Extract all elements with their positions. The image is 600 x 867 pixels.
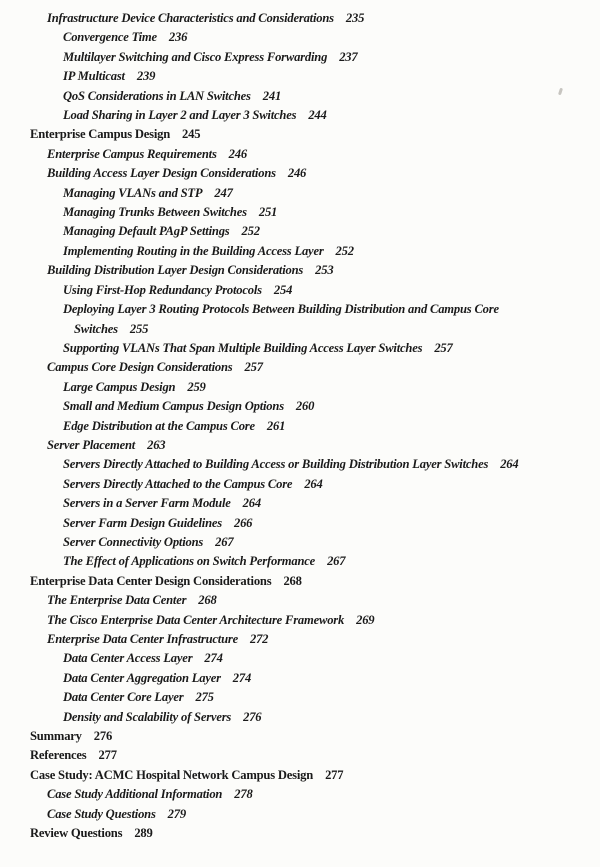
toc-entry-title: Convergence Time xyxy=(63,30,157,45)
toc-entry xyxy=(0,611,596,630)
toc-entry-title-continued: Switches xyxy=(74,321,118,336)
toc-entry-title: Supporting VLANs That Span Multiple Building Access Layer Switches xyxy=(63,340,423,355)
toc-entry xyxy=(0,106,596,125)
toc-entry-title: Managing VLANs and STP xyxy=(63,185,203,200)
table-of-contents xyxy=(0,9,596,843)
toc-entry-page-number: 247 xyxy=(214,185,233,200)
toc-entry-page-number: 268 xyxy=(283,573,302,588)
toc-entry xyxy=(0,824,596,843)
toc-entry-page-number: 263 xyxy=(147,437,166,452)
toc-entry xyxy=(0,67,596,86)
toc-entry-title: Enterprise Data Center Design Considerations xyxy=(30,573,272,588)
toc-entry-page-number: 259 xyxy=(187,379,206,394)
toc-entry-page-number: 246 xyxy=(228,146,247,161)
toc-entry xyxy=(0,805,596,824)
toc-entry-page-number: 246 xyxy=(287,166,307,181)
toc-entry-page-number: 264 xyxy=(242,496,261,511)
toc-entry-page-number: 253 xyxy=(315,263,334,278)
toc-entry xyxy=(0,417,596,436)
toc-entry xyxy=(0,397,596,416)
toc-entry-page-number: 261 xyxy=(266,418,286,433)
toc-entry xyxy=(0,785,596,804)
toc-entry-title: Case Study: ACMC Hospital Network Campus Design xyxy=(30,767,314,782)
toc-entry-page-number: 237 xyxy=(339,49,358,64)
toc-entry-page-number: 251 xyxy=(258,205,278,220)
toc-entry xyxy=(0,164,596,183)
toc-entry-title: IP Multicast xyxy=(63,69,125,84)
toc-entry-title: Summary xyxy=(30,729,82,744)
toc-entry-title: Small and Medium Campus Design Options xyxy=(63,399,284,414)
toc-entry-page-number: 267 xyxy=(327,554,346,569)
toc-entry-title: Enterprise Campus Requirements xyxy=(47,146,217,161)
toc-entry xyxy=(0,688,596,707)
toc-entry-title: Case Study Additional Information xyxy=(47,787,223,802)
toc-entry-page-number: 277 xyxy=(325,767,344,782)
toc-entry-title: QoS Considerations in LAN Switches xyxy=(63,88,251,103)
toc-entry-page-number: 252 xyxy=(241,224,260,239)
toc-entry-title: Enterprise Campus Design xyxy=(30,127,171,142)
toc-entry-page-number: 289 xyxy=(134,826,153,841)
toc-entry-page-number: 269 xyxy=(356,612,375,627)
toc-entry-title: Building Access Layer Design Considerations xyxy=(47,166,276,181)
toc-entry-page-number: 236 xyxy=(168,30,188,45)
toc-entry xyxy=(0,261,596,280)
toc-entry-title: Server Farm Design Guidelines xyxy=(63,515,222,530)
toc-entry xyxy=(0,630,596,649)
toc-entry-title: Building Distribution Layer Design Considerations xyxy=(47,263,304,278)
toc-entry xyxy=(0,339,596,358)
toc-entry-title: Campus Core Design Considerations xyxy=(47,360,233,375)
toc-entry-title: Implementing Routing in the Building Access Layer xyxy=(63,243,324,258)
toc-entry-title: Using First-Hop Redundancy Protocols xyxy=(63,282,262,297)
toc-entry xyxy=(0,436,596,455)
toc-entry xyxy=(0,494,596,513)
toc-entry-title: Servers Directly Attached to Building Access or Building Distribution Layer Switches xyxy=(63,457,489,472)
toc-entry-title: Deploying Layer 3 Routing Protocols Between Building Distribution and Campus Core xyxy=(63,302,499,317)
toc-entry-title: Server Placement xyxy=(47,437,136,452)
toc-entry xyxy=(0,552,596,571)
toc-entry xyxy=(0,727,596,746)
toc-entry-page-number: 254 xyxy=(273,282,293,297)
toc-entry xyxy=(0,708,596,727)
toc-entry-title: Density and Scalability of Servers xyxy=(63,709,232,724)
toc-entry xyxy=(0,300,596,339)
toc-entry-page-number: 260 xyxy=(295,399,315,414)
toc-entry-page-number: 255 xyxy=(129,321,149,336)
toc-entry-page-number: 277 xyxy=(98,748,117,763)
toc-entry-page-number: 264 xyxy=(304,476,323,491)
toc-entry-title: Enterprise Data Center Infrastructure xyxy=(47,632,238,646)
toc-entry xyxy=(0,125,596,144)
toc-entry xyxy=(0,766,596,785)
toc-entry xyxy=(0,669,596,688)
toc-entry xyxy=(0,649,596,668)
toc-entry xyxy=(0,591,596,610)
toc-entry xyxy=(0,514,596,533)
toc-entry xyxy=(0,475,596,494)
toc-entry-title: Data Center Aggregation Layer xyxy=(63,670,221,685)
toc-entry xyxy=(0,378,596,397)
toc-entry-title: Load Sharing in Layer 2 and Layer 3 Switches xyxy=(63,108,297,123)
toc-entry-title: Multilayer Switching and Cisco Express Forwarding xyxy=(63,49,328,64)
toc-entry-page-number: 278 xyxy=(234,787,253,802)
toc-entry-title: Data Center Access Layer xyxy=(63,651,193,666)
toc-entry-page-number: 267 xyxy=(215,534,234,549)
toc-entry-page-number: 239 xyxy=(136,69,156,84)
toc-entry xyxy=(0,572,596,591)
toc-entry-page-number: 279 xyxy=(167,806,186,821)
toc-entry-page-number: 264 xyxy=(500,457,519,472)
toc-entry-page-number: 272 xyxy=(249,632,269,646)
toc-entry-page-number: 252 xyxy=(335,243,354,258)
toc-entry-page-number: 257 xyxy=(434,340,453,355)
toc-entry xyxy=(0,87,596,106)
toc-entry-title: The Enterprise Data Center xyxy=(47,593,187,608)
toc-entry xyxy=(0,145,596,164)
toc-entry-page-number: 235 xyxy=(345,11,365,25)
toc-entry-page-number: 268 xyxy=(198,593,217,608)
toc-entry-title: Case Study Questions xyxy=(47,806,156,821)
toc-entry-title: Infrastructure Device Characteristics and Considerations xyxy=(47,11,334,25)
toc-entry-title: Managing Default PAgP Settings xyxy=(63,224,230,239)
toc-entry-title: The Cisco Enterprise Data Center Architecture Framework xyxy=(47,612,345,627)
toc-entry-page-number: 266 xyxy=(233,515,253,530)
toc-entry-title: Large Campus Design xyxy=(63,379,176,394)
toc-entry xyxy=(0,455,596,474)
toc-entry-page-number: 275 xyxy=(195,690,214,705)
toc-entry xyxy=(0,242,596,261)
toc-entry-page-number: 241 xyxy=(262,88,282,103)
toc-entry xyxy=(0,281,596,300)
toc-entry-page-number: 274 xyxy=(232,670,252,685)
toc-entry-page-number: 276 xyxy=(93,729,113,744)
toc-entry xyxy=(0,222,596,241)
toc-entry xyxy=(0,746,596,765)
toc-entry xyxy=(0,48,596,67)
toc-entry-page-number: 274 xyxy=(204,651,223,666)
toc-entry-title: Servers in a Server Farm Module xyxy=(63,496,231,511)
toc-entry-title: Edge Distribution at the Campus Core xyxy=(63,418,255,433)
toc-entry-page-number: 245 xyxy=(182,127,201,142)
toc-entry-title: Managing Trunks Between Switches xyxy=(63,205,247,220)
toc-entry-title: Servers Directly Attached to the Campus Core xyxy=(63,476,293,491)
toc-entry xyxy=(0,203,596,222)
toc-entry xyxy=(0,9,596,28)
toc-entry xyxy=(0,28,596,47)
toc-entry-title: References xyxy=(30,748,87,763)
toc-entry-page-number: 257 xyxy=(244,360,263,375)
toc-entry-page-number: 276 xyxy=(243,709,262,724)
toc-entry xyxy=(0,358,596,377)
toc-entry-title: Review Questions xyxy=(30,826,123,841)
toc-entry-title: Data Center Core Layer xyxy=(63,690,184,705)
toc-entry-title: The Effect of Applications on Switch Performance xyxy=(63,554,316,569)
toc-entry-title: Server Connectivity Options xyxy=(63,534,204,549)
toc-entry xyxy=(0,533,596,552)
toc-entry xyxy=(0,184,596,203)
toc-entry-page-number: 244 xyxy=(308,108,327,123)
